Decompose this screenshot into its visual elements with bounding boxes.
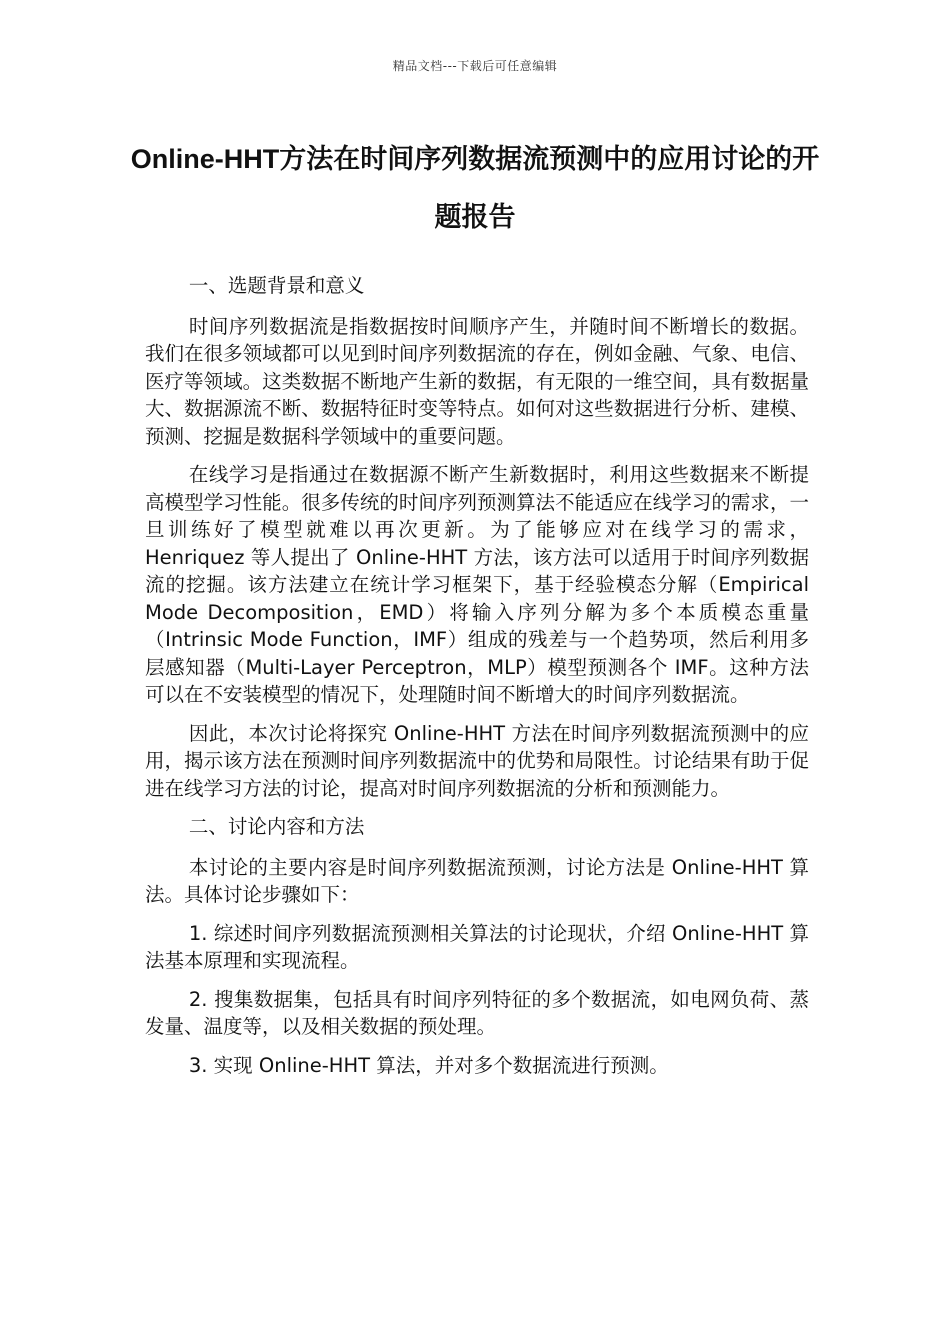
header-note: 精品文档---下载后可任意编辑: [392, 59, 558, 73]
section-heading-methods: 二、讨论内容和方法: [188, 815, 365, 838]
paragraph-methods-intro: 本讨论的主要内容是时间序列数据流预测，讨论方法是 Online-HHT 算法。具体讨论步骤如下：: [145, 855, 809, 906]
list-item-step-2: 2. 搜集数据集，包括具有时间序列特征的多个数据流，如电网负荷、蒸发量、温度等，以及相关数据的预处理。: [145, 987, 809, 1038]
document-body: [145, 272, 809, 1090]
section-heading-background: 一、选题背景和意义: [188, 274, 365, 297]
list-item-step-1: 1. 综述时间序列数据流预测相关算法的讨论现状，介绍 Online-HHT 算法基本原理和实现流程。: [145, 921, 809, 972]
paragraph-background-3: 因此，本次讨论将探究 Online-HHT 方法在时间序列数据流预测中的应用，揭示该方法在预测时间序列数据流中的优势和局限性。讨论结果有助于促进在线学习方法的讨论，提高对时间序列数据流的分析和预测能力。: [145, 721, 809, 800]
list-item-step-3: 3. 实现 Online-HHT 算法，并对多个数据流进行预测。: [188, 1053, 669, 1077]
document-title: Online-HHT方法在时间序列数据流预测中的应用讨论的开题报告: [130, 144, 820, 232]
paragraph-background-2: 在线学习是指通过在数据源不断产生新数据时，利用这些数据来不断提高模型学习性能。很多传统的时间序列预测算法不能适应在线学习的需求，一旦训练好了模型就难以再次更新。为了能够应对在线学习的需求，Henriquez 等人提出了 Online-HHT 方法，该方法可以适用于时间序列数据流的挖掘。该方法建立在统计学习框架下，基于经验模态分解（Empirical Mode Decomposition，EMD）将输入序列分解为多个本质模态重量（Intrinsic Mode Function，IMF）组成的残差与一个趋势项，然后利用多层感知器（Multi-Layer Perceptron，MLP）模型预测各个 IMF。这种方法可以在不安装模型的情况下，处理随时间不断增大的时间序列数据流。: [145, 463, 809, 706]
paragraph-background-1: 时间序列数据流是指数据按时间顺序产生，并随时间不断增长的数据。我们在很多领域都可以见到时间序列数据流的存在，例如金融、气象、电信、医疗等领域。这类数据不断地产生新的数据，有无限的一维空间，具有数据量大、数据源流不断、数据特征时变等特点。如何对这些数据进行分析、建模、预测、挖掘是数据科学领域中的重要问题。: [145, 314, 809, 448]
